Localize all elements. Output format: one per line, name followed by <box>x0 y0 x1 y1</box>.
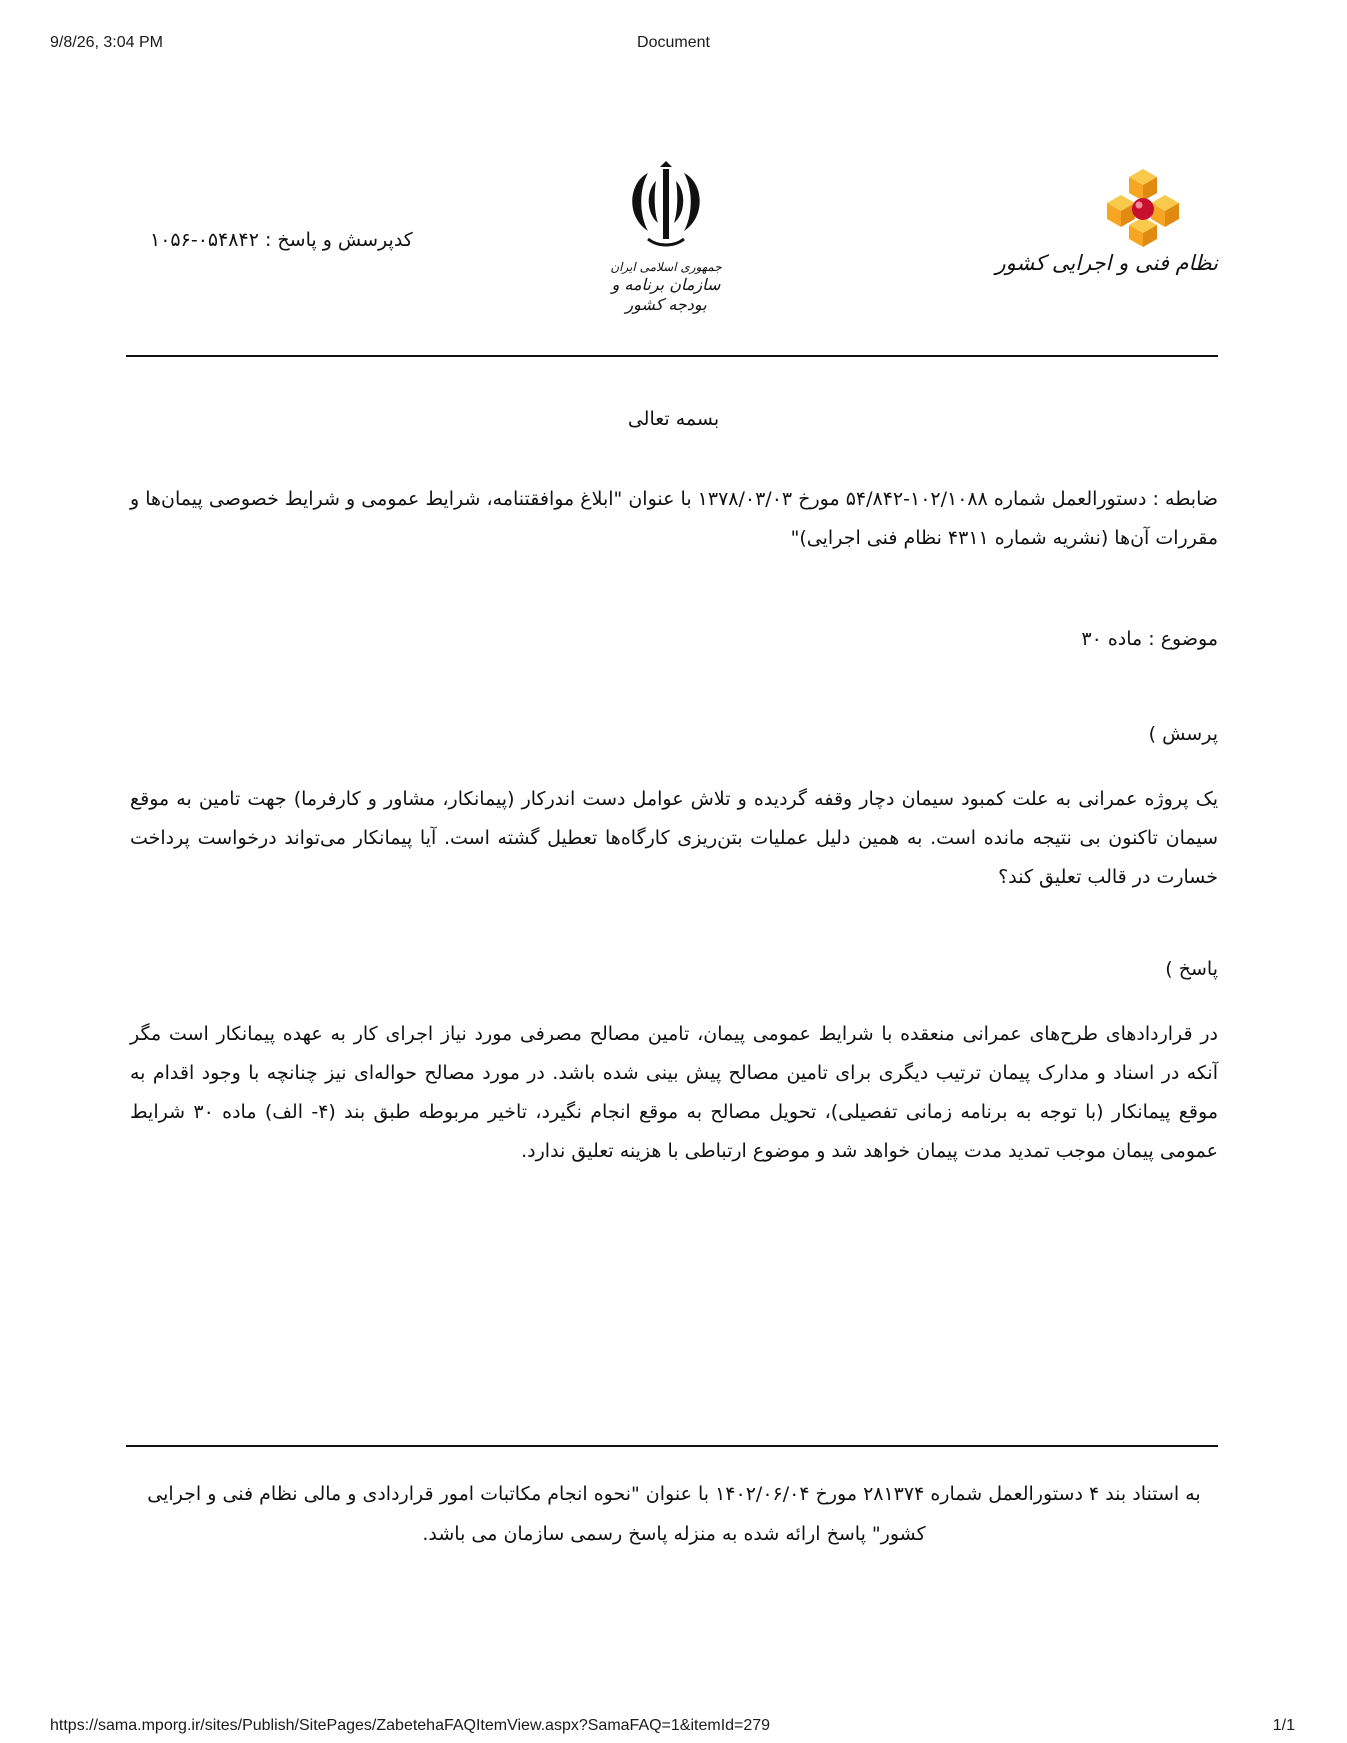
question-heading: پرسش ) <box>1148 723 1218 745</box>
criterion-paragraph: ضابطه : دستورالعمل شماره ۱۰۲/۱۰۸۸-۵۴/۸۴۲ مورخ ۱۳۷۸/۰۳/۰۳ با عنوان "ابلاغ موافقتنامه، شرایط عمومی و شرایط خصوصی پیمان‌ها و مقررات آن‌ها (نشریه شماره ۴۳۱۱ نظام فنی اجرایی)" <box>130 488 1219 549</box>
emblem-icon <box>618 161 714 253</box>
print-url[interactable]: https://sama.mporg.ir/sites/Publish/SitePages/ZabetehaFAQItemView.aspx?SamaFAQ=1&itemId=279 <box>50 1717 771 1734</box>
emblem-caption-line2: سازمان برنامه و بودجه کشور <box>611 275 721 314</box>
header-divider <box>126 355 1218 357</box>
cube-logo-icon <box>1095 167 1191 247</box>
print-doc-title: Document <box>637 34 710 51</box>
technical-system-logo <box>995 167 1218 307</box>
logo-caption: نظام فنی و اجرایی کشور <box>995 251 1218 275</box>
subject-line: موضوع : ماده ۳۰ <box>1081 628 1218 650</box>
print-datetime: 9/8/26, 3:04 PM <box>50 34 163 51</box>
official-footnote: به استناد بند ۴ دستورالعمل شماره ۲۸۱۳۷۴ مورخ ۱۴۰۲/۰۶/۰۴ با عنوان "نحوه انجام مکاتبات امور قراردادی و مالی نظام فنی و اجرایی کشور" پاسخ ارائه شده به منزله پاسخ رسمی سازمان می باشد. <box>147 1483 1201 1545</box>
basmala: بسمه تعالی <box>627 408 720 430</box>
answer-heading: پاسخ ) <box>1165 958 1218 980</box>
print-footer <box>0 1717 1347 1741</box>
print-header <box>0 34 1347 58</box>
question-code: کدپرسش و پاسخ : ۰۵۴۸۴۲-۱۰۵۶ <box>150 229 413 251</box>
page-count: 1/1 <box>1272 1717 1295 1734</box>
national-emblem <box>596 161 736 314</box>
letterhead <box>126 155 1218 325</box>
footer-divider <box>126 1445 1218 1447</box>
question-paragraph: یک پروژه عمرانی به علت کمبود سیمان دچار وقفه گردیده و تلاش عوامل دست اندرکار (پیمانکار، مشاور و کارفرما) جهت تامین به موقع سیمان تاکنون بی نتیجه مانده است. به همین دلیل عملیات بتن‌ریزی کارگاه‌ها تعطیل گشته است. آیا پیمانکار می‌تواند درخواست پرداخت خسارت در قالب تعلیق کند؟ <box>130 788 1218 888</box>
answer-paragraph: در قراردادهای طرح‌های عمرانی منعقده با شرایط عمومی پیمان، تامین مصالح مصرفی مورد نیاز اجرای کار به عهده پیمانکار است مگر آنکه در اسناد و مدارک پیمان ترتیب دیگری برای تامین مصالح پیش بینی شده باشد. در مورد مصالح حواله‌ای نیز چنانچه با وجود اقدام به موقع پیمانکار (با توجه به برنامه زمانی تفصیلی)، تحویل مصالح به موقع انجام نگیرد، تاخیر مربوطه طبق بند (۴- الف) ماده ۳۰ شرایط عمومی پیمان موجب تمدید مدت پیمان خواهد شد و موضوع ارتباطی با هزینه تعلیق ندارد. <box>130 1023 1218 1162</box>
emblem-caption-line1: جمهوری اسلامی ایران <box>610 260 722 274</box>
